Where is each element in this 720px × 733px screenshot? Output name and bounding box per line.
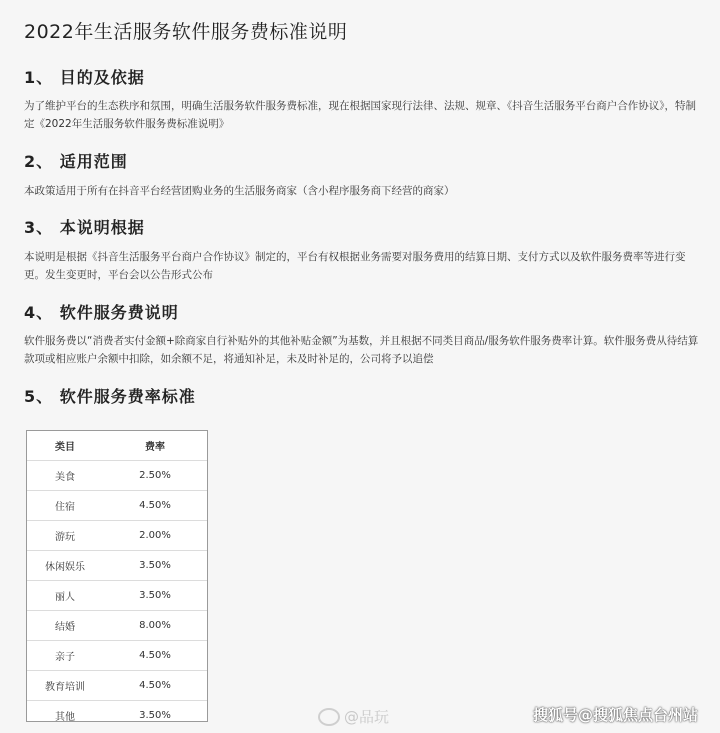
weibo-watermark-text: @品玩 (344, 708, 390, 726)
section-text-scope: 本政策适用于所有在抖音平台经营团购业务的生活服务商家（含小程序服务商下经营的商家） (24, 185, 455, 197)
table-cell-rate: 2.00% (139, 530, 171, 541)
table-row (27, 521, 207, 551)
table-header-row (27, 431, 207, 461)
table-cell-rate: 3.50% (139, 560, 171, 571)
table-cell-category: 住宿 (55, 502, 75, 513)
table-cell-category: 结婚 (55, 622, 75, 633)
table-cell-category: 游玩 (55, 532, 75, 543)
table-row (27, 551, 207, 581)
sohu-watermark: 搜狐号@搜狐焦点台州站 (533, 706, 699, 724)
table-cell-category: 教育培训 (45, 682, 85, 693)
table-cell-category: 美食 (55, 472, 75, 483)
section-text-basis: 本说明是根据《抖音生活服务平台商户合作协议》制定的，平台有权根据业务需要对服务费用的结算日期、支付方式以及软件服务费率等进行变更。发生变更时，平台会以公告形式公布 (24, 251, 686, 281)
table-cell-rate: 3.50% (139, 590, 171, 601)
table-header-category: 类目 (55, 442, 75, 453)
table-cell-rate: 4.50% (139, 500, 171, 511)
section-text-purpose: 为了维护平台的生态秩序和氛围，明确生活服务软件服务费标准，现在根据国家现行法律、法规、规章、《抖音生活服务平台商户合作协议》，特制定《2022年生活服务软件服务费标准说明》 (24, 100, 696, 130)
section-heading-scope: 2、 适用范围 (24, 152, 128, 171)
table-row (27, 641, 207, 671)
weibo-watermark (318, 706, 389, 727)
table-cell-rate: 2.50% (139, 470, 171, 481)
table-cell-rate: 4.50% (139, 680, 171, 691)
section-text-fee-description: 软件服务费以“消费者实付金额+除商家自行补贴外的其他补贴金额”为基数，并且根据不同类目商品/服务软件服务费率计算。软件服务费从待结算款项或相应账户余额中扣除，如余额不足，将通知补足，未及时补足的，公司将予以追偿 (24, 335, 699, 365)
table-cell-category: 其他 (55, 712, 75, 723)
table-row (27, 491, 207, 521)
section-heading-fee-description: 4、 软件服务费说明 (24, 303, 179, 322)
table-cell-rate: 8.00% (139, 620, 171, 631)
table-cell-rate: 4.50% (139, 650, 171, 661)
table-cell-category: 休闲娱乐 (45, 562, 85, 573)
table-row (27, 701, 207, 730)
table-row (27, 461, 207, 491)
document-title: 2022年生活服务软件服务费标准说明 (24, 21, 348, 43)
table-row (27, 581, 207, 611)
section-heading-basis: 3、 本说明根据 (24, 218, 145, 237)
table-cell-rate: 3.50% (139, 710, 171, 721)
section-heading-purpose: 1、 目的及依据 (24, 68, 145, 87)
fee-rate-table (26, 430, 208, 722)
section-heading-rate-standard: 5、 软件服务费率标准 (24, 387, 196, 406)
table-row (27, 671, 207, 701)
weibo-icon (318, 708, 340, 726)
table-header-rate: 费率 (145, 442, 165, 453)
table-cell-category: 丽人 (55, 592, 75, 603)
table-row (27, 611, 207, 641)
table-cell-category: 亲子 (55, 652, 75, 663)
